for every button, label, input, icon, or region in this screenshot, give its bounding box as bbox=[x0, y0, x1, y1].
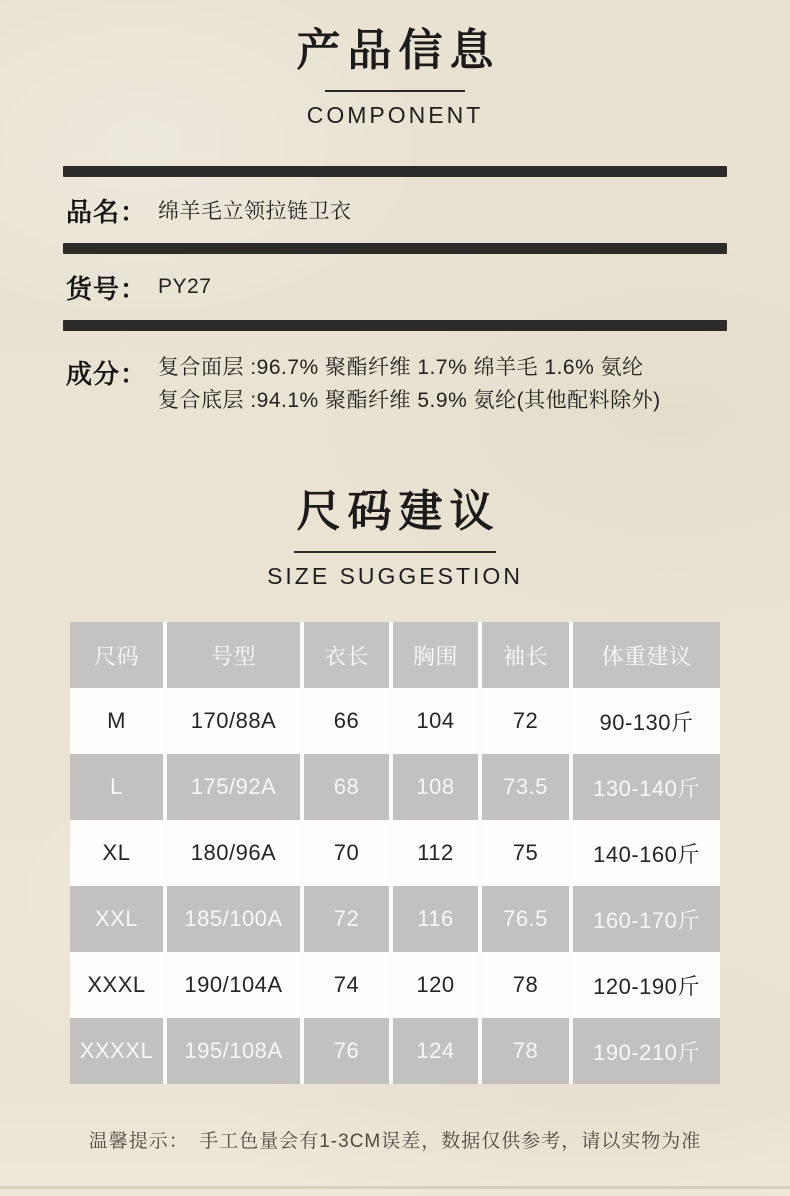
section-size-suggestion-header bbox=[0, 487, 790, 590]
size-table-header-cell: 袖长 bbox=[482, 622, 569, 688]
footer-note: 温馨提示： 手工色量会有1-3CM误差，数据仅供参考，请以实物为准 bbox=[88, 1131, 702, 1152]
size-section-title: 尺码建议 bbox=[296, 487, 501, 536]
size-table-cell: 195/108A bbox=[167, 1018, 300, 1084]
size-table-cell: 104 bbox=[393, 688, 478, 754]
size-table-cell: M bbox=[70, 688, 163, 754]
field-row-product-name bbox=[0, 177, 790, 243]
size-table-cell: 74 bbox=[304, 952, 389, 1018]
composition-line-top: 复合面层 :96.7% 聚酯纤维 1.7% 绵羊毛 1.6% 氨纶 bbox=[158, 356, 644, 379]
size-table-cell: 78 bbox=[482, 952, 569, 1018]
item-number-value: PY27 bbox=[158, 275, 212, 298]
page-subtitle: COMPONENT bbox=[306, 102, 484, 128]
size-table-cell: L bbox=[70, 754, 163, 820]
composition-line-bottom: 复合底层 :94.1% 聚酯纤维 5.9% 氨纶(其他配料除外) bbox=[158, 389, 661, 412]
size-table-header-cell: 号型 bbox=[167, 622, 300, 688]
title-underline bbox=[294, 551, 496, 553]
size-table-cell: 120 bbox=[393, 952, 478, 1018]
composition-label: 成分： bbox=[66, 359, 148, 389]
item-number-label: 货号： bbox=[66, 273, 148, 304]
title-underline bbox=[325, 90, 465, 92]
field-row-composition bbox=[0, 331, 790, 417]
size-table-cell: 120-190斤 bbox=[573, 952, 720, 1018]
size-table-cell: 116 bbox=[393, 886, 478, 952]
size-table-cell: 70 bbox=[304, 820, 389, 886]
size-table-cell: XXL bbox=[70, 886, 163, 952]
size-table-header-cell: 体重建议 bbox=[573, 622, 720, 688]
size-table bbox=[70, 622, 720, 1084]
size-table-header-cell: 尺码 bbox=[70, 622, 163, 688]
size-table-cell: 72 bbox=[304, 886, 389, 952]
size-table-header-cell: 胸围 bbox=[393, 622, 478, 688]
size-table-cell: 190/104A bbox=[167, 952, 300, 1018]
product-name-value: 绵羊毛立领拉链卫衣 bbox=[158, 200, 352, 223]
size-table-cell: 73.5 bbox=[482, 754, 569, 820]
size-table-cell: XL bbox=[70, 820, 163, 886]
size-table-header-cell: 衣长 bbox=[304, 622, 389, 688]
divider-bar bbox=[63, 166, 727, 177]
size-table-cell: 130-140斤 bbox=[573, 754, 720, 820]
size-table-cell: 78 bbox=[482, 1018, 569, 1084]
product-name-label: 品名： bbox=[66, 196, 148, 227]
size-table-cell: 72 bbox=[482, 688, 569, 754]
section-product-info-header bbox=[0, 0, 790, 129]
size-table-cell: 190-210斤 bbox=[573, 1018, 720, 1084]
size-table-cell: 140-160斤 bbox=[573, 820, 720, 886]
page-title: 产品信息 bbox=[296, 26, 501, 75]
size-table-cell: 124 bbox=[393, 1018, 478, 1084]
size-table-cell: 75 bbox=[482, 820, 569, 886]
divider-bar bbox=[63, 320, 727, 331]
size-table-cell: 66 bbox=[304, 688, 389, 754]
size-table-cell: 180/96A bbox=[167, 820, 300, 886]
size-table-cell: 108 bbox=[393, 754, 478, 820]
divider-bar bbox=[63, 243, 727, 254]
size-table-cell: 90-130斤 bbox=[573, 688, 720, 754]
field-row-item-number bbox=[0, 254, 790, 320]
size-table-cell: 112 bbox=[393, 820, 478, 886]
size-table-cell: XXXL bbox=[70, 952, 163, 1018]
size-table-cell: 160-170斤 bbox=[573, 886, 720, 952]
size-table-cell: 185/100A bbox=[167, 886, 300, 952]
size-table-cell: 76 bbox=[304, 1018, 389, 1084]
page-bottom-edge bbox=[0, 1186, 790, 1189]
composition-lines bbox=[158, 351, 661, 417]
size-table-cell: 68 bbox=[304, 754, 389, 820]
size-section-subtitle: SIZE SUGGESTION bbox=[267, 563, 523, 589]
size-table-cell: 76.5 bbox=[482, 886, 569, 952]
size-table-cell: 170/88A bbox=[167, 688, 300, 754]
size-table-cell: XXXXL bbox=[70, 1018, 163, 1084]
size-table-cell: 175/92A bbox=[167, 754, 300, 820]
